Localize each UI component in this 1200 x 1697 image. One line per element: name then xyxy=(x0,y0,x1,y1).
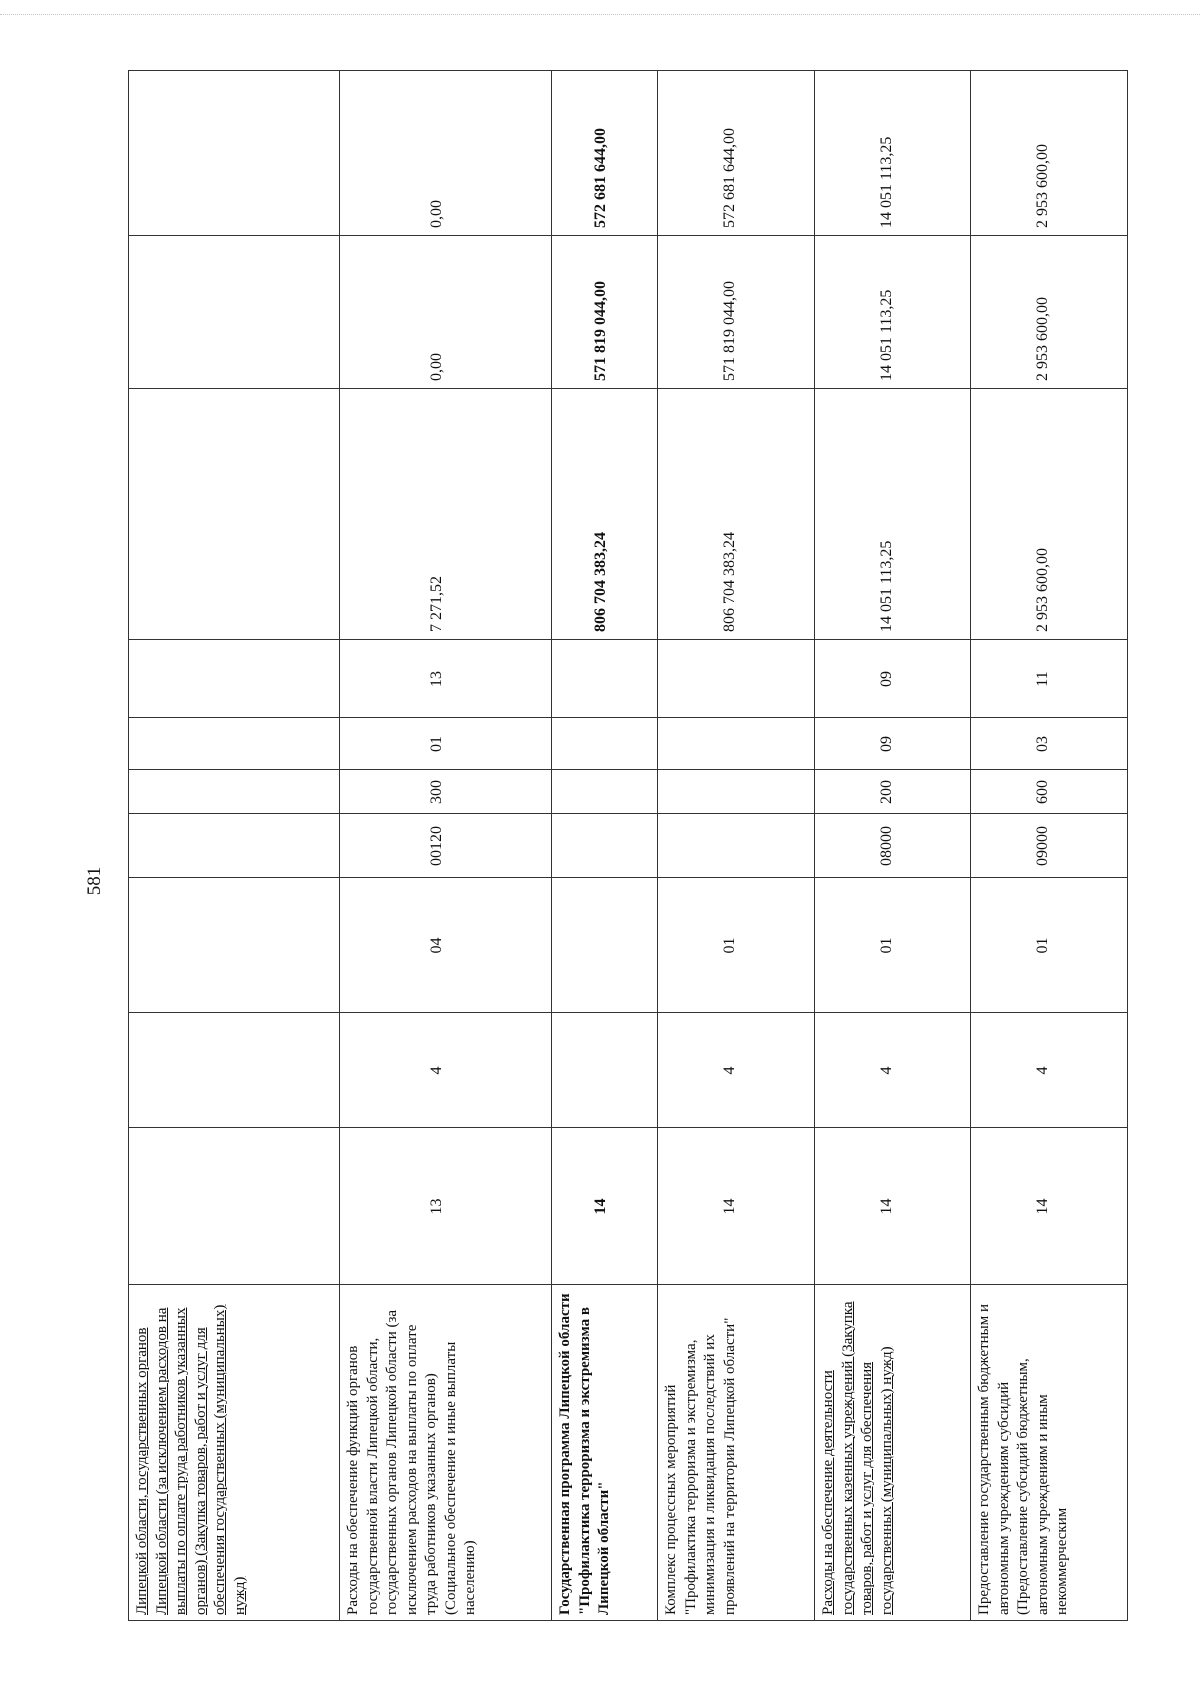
cell-v2 xyxy=(658,236,815,389)
cell-c5 xyxy=(814,770,971,814)
cell-description xyxy=(551,1285,657,1621)
cell-c6 xyxy=(971,718,1128,770)
table-band-c4 xyxy=(129,814,1128,878)
cell-value: 14 xyxy=(1034,1198,1052,1215)
cell-description xyxy=(814,1285,971,1621)
cell-value xyxy=(129,814,322,878)
cell-c1 xyxy=(814,1128,971,1285)
cell-value xyxy=(552,814,649,878)
cell-value: 4 xyxy=(1034,1066,1052,1075)
cell-c7 xyxy=(971,640,1128,718)
cell-value: 14 051 113,25 xyxy=(877,289,895,381)
row-description: Государственная программа Липецкой области "Профилактика терроризма и экстремизма в Липецкой области" xyxy=(556,1293,612,1615)
cell-value xyxy=(129,770,322,814)
cell-v1 xyxy=(658,389,815,640)
row-description: Расходы на обеспечение деятельности государственных казенных учреждений (Закупка товаров, работ и услуг для обеспечения государственных (муниципальных) нужд) xyxy=(819,1301,895,1615)
cell-value: 806 704 383,24 xyxy=(591,532,609,632)
cell-v2 xyxy=(971,236,1128,389)
cell-c3 xyxy=(340,878,551,1013)
cell-value xyxy=(129,1013,322,1128)
cell-value: 13 xyxy=(428,1198,446,1215)
cell-value: 4 xyxy=(877,1066,895,1075)
cell-c7 xyxy=(814,640,971,718)
cell-v3 xyxy=(658,71,815,236)
cell-v3 xyxy=(551,71,657,236)
cell-c5 xyxy=(129,770,340,814)
cell-value xyxy=(658,814,801,878)
cell-value: 14 xyxy=(591,1198,609,1215)
cell-value xyxy=(552,640,649,718)
cell-c3 xyxy=(971,878,1128,1013)
cell-value: 4 xyxy=(720,1066,738,1075)
cell-value: 14 051 113,25 xyxy=(877,540,895,632)
budget-table xyxy=(128,70,1128,1620)
cell-c3 xyxy=(129,878,340,1013)
cell-c2 xyxy=(971,1013,1128,1128)
cell-c7 xyxy=(129,640,340,718)
cell-value xyxy=(552,1013,649,1128)
cell-value: 7 271,52 xyxy=(428,576,446,632)
cell-c4 xyxy=(814,814,971,878)
table-band-description xyxy=(129,1285,1128,1621)
cell-c4 xyxy=(971,814,1128,878)
cell-c1 xyxy=(551,1128,657,1285)
cell-value: 03 xyxy=(1034,736,1052,752)
cell-value: 572 681 644,00 xyxy=(720,128,738,228)
cell-value xyxy=(129,236,322,389)
cell-value: 11 xyxy=(1034,671,1052,687)
cell-c3 xyxy=(551,878,657,1013)
cell-description xyxy=(340,1285,551,1621)
cell-value xyxy=(129,640,322,718)
cell-c5 xyxy=(658,770,815,814)
cell-c4 xyxy=(340,814,551,878)
cell-value: 300 xyxy=(428,780,446,804)
cell-value: 14 051 113,25 xyxy=(877,136,895,228)
cell-value: 09000 xyxy=(1034,826,1052,866)
cell-v2 xyxy=(551,236,657,389)
table-band-c3 xyxy=(129,878,1128,1013)
table-band-v1 xyxy=(129,389,1128,640)
cell-value: 2 953 600,00 xyxy=(1034,297,1052,381)
cell-value xyxy=(552,878,649,1013)
cell-value: 14 xyxy=(720,1198,738,1215)
row-description: Липецкой области, государственных органов Липецкой области (за исключением расходов на выплаты по оплате труда работников указанных органов) (Закупка товаров, работ и услуг для обеспечения государственных (муниципальных) нужд) xyxy=(134,1304,248,1615)
cell-value: 2 953 600,00 xyxy=(1034,144,1052,228)
cell-c4 xyxy=(551,814,657,878)
cell-c4 xyxy=(658,814,815,878)
cell-value xyxy=(658,640,801,718)
cell-value xyxy=(658,770,801,814)
cell-value: 14 xyxy=(877,1198,895,1215)
cell-c6 xyxy=(129,718,340,770)
cell-value xyxy=(658,718,801,770)
cell-v1 xyxy=(340,389,551,640)
cell-value: 09 xyxy=(877,671,895,687)
cell-c6 xyxy=(814,718,971,770)
cell-value xyxy=(129,71,322,236)
cell-c6 xyxy=(551,718,657,770)
cell-value: 01 xyxy=(720,937,738,954)
cell-value: 09 xyxy=(877,736,895,752)
cell-value xyxy=(129,878,322,1013)
cell-value: 04 xyxy=(428,937,446,954)
cell-c3 xyxy=(814,878,971,1013)
cell-v3 xyxy=(971,71,1128,236)
cell-c1 xyxy=(340,1128,551,1285)
row-description: Расходы на обеспечение функций органов государственной власти Липецкой области, государственных органов Липецкой области (за исключением расходов на выплаты по оплате труда работников указанных органов) (Социальное обеспечение и иные выплаты населению) xyxy=(345,1309,479,1615)
cell-value: 13 xyxy=(428,671,446,687)
row-description: Предоставление государственным бюджетным и автономным учреждениям субсидий (Предоставление субсидий бюджетным, автономным учреждениям и иным некоммерческим xyxy=(976,1303,1071,1615)
cell-c6 xyxy=(340,718,551,770)
cell-c2 xyxy=(340,1013,551,1128)
cell-c5 xyxy=(340,770,551,814)
cell-v3 xyxy=(129,71,340,236)
cell-value xyxy=(129,1128,322,1285)
cell-value: 572 681 644,00 xyxy=(591,128,609,228)
cell-value: 01 xyxy=(428,736,446,752)
cell-value: 806 704 383,24 xyxy=(720,532,738,632)
row-description: Комплекс процессных мероприятий "Профилактика терроризма и экстремизма, минимизация и ликвидация последствий их проявлений на территории Липецкой области" xyxy=(663,1317,738,1615)
cell-c7 xyxy=(658,640,815,718)
cell-value: 00120 xyxy=(428,826,446,866)
cell-c6 xyxy=(658,718,815,770)
cell-value: 571 819 044,00 xyxy=(591,281,609,381)
table-band-c2 xyxy=(129,1013,1128,1128)
cell-value: 571 819 044,00 xyxy=(720,281,738,381)
cell-v1 xyxy=(551,389,657,640)
table-band-c1 xyxy=(129,1128,1128,1285)
table-band-v3 xyxy=(129,71,1128,236)
scan-top-edge xyxy=(0,14,1200,15)
cell-v1 xyxy=(971,389,1128,640)
cell-description xyxy=(658,1285,815,1621)
cell-value xyxy=(129,389,322,640)
cell-v3 xyxy=(814,71,971,236)
cell-value: 4 xyxy=(428,1066,446,1075)
cell-value xyxy=(129,718,322,770)
cell-c2 xyxy=(814,1013,971,1128)
cell-c2 xyxy=(658,1013,815,1128)
cell-value xyxy=(552,770,649,814)
cell-value xyxy=(552,718,649,770)
cell-v1 xyxy=(814,389,971,640)
cell-value: 0,00 xyxy=(428,353,446,381)
cell-value: 01 xyxy=(877,937,895,954)
cell-c1 xyxy=(971,1128,1128,1285)
table-band-v2 xyxy=(129,236,1128,389)
cell-c2 xyxy=(551,1013,657,1128)
page-number: 581 xyxy=(84,866,105,896)
cell-v3 xyxy=(340,71,551,236)
table-band-c6 xyxy=(129,718,1128,770)
cell-description xyxy=(971,1285,1128,1621)
cell-v1 xyxy=(129,389,340,640)
table-band-c7 xyxy=(129,640,1128,718)
cell-v2 xyxy=(129,236,340,389)
cell-value: 200 xyxy=(877,780,895,804)
cell-value: 0,00 xyxy=(428,200,446,228)
cell-c5 xyxy=(551,770,657,814)
cell-description xyxy=(129,1285,340,1621)
cell-c1 xyxy=(658,1128,815,1285)
budget-table-grid xyxy=(128,70,1128,1621)
cell-v2 xyxy=(340,236,551,389)
cell-c7 xyxy=(340,640,551,718)
cell-value: 600 xyxy=(1034,780,1052,804)
cell-c7 xyxy=(551,640,657,718)
cell-c2 xyxy=(129,1013,340,1128)
cell-c1 xyxy=(129,1128,340,1285)
cell-value: 08000 xyxy=(877,826,895,866)
cell-v2 xyxy=(814,236,971,389)
cell-value: 2 953 600,00 xyxy=(1034,548,1052,632)
cell-value: 01 xyxy=(1034,937,1052,954)
table-band-c5 xyxy=(129,770,1128,814)
cell-c5 xyxy=(971,770,1128,814)
cell-c3 xyxy=(658,878,815,1013)
cell-c4 xyxy=(129,814,340,878)
